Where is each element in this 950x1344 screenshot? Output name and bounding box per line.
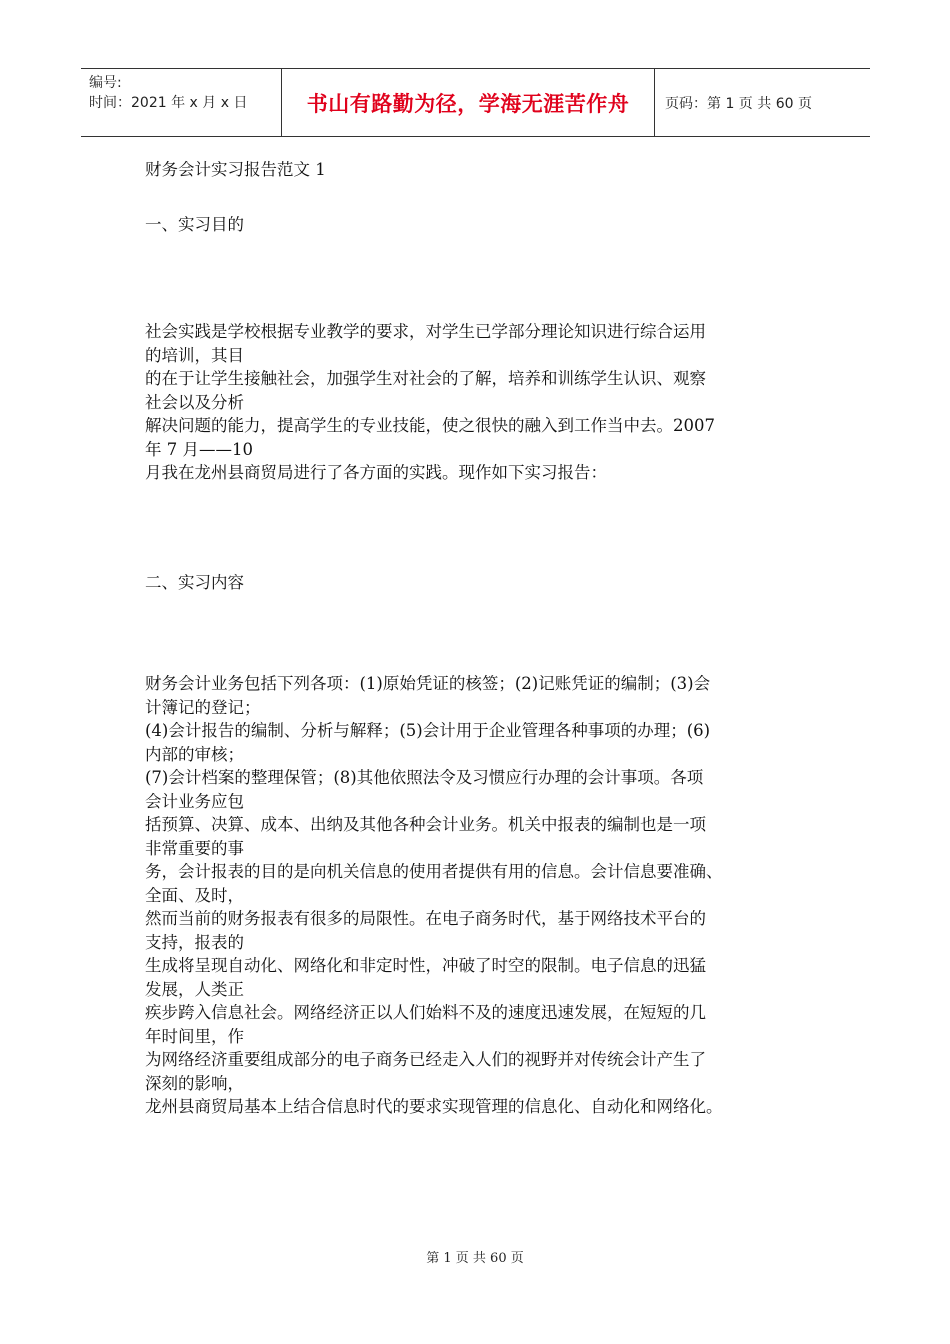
paragraph-line: 社会以及分析 [145,392,244,412]
paragraph-line: 支持，报表的 [145,932,244,952]
header-meta [81,69,281,136]
paragraph-line: 内部的审核； [145,744,244,764]
section-heading: 一、实习目的 [145,214,244,234]
document-body [145,158,825,1119]
section2-paragraph [145,672,825,1119]
page-footer: 第 1 页 共 60 页 [426,1251,524,1266]
paragraph-line: 财务会计业务包括下列各项：(1)原始凭证的核签；(2)记账凭证的编制；(3)会 [145,674,711,693]
paragraph-line: 非常重要的事 [145,838,244,858]
paragraph-line: (7)会计档案的整理保管；(8)其他依照法令及习惯应行办理的会计事项。各项 [145,768,704,787]
paragraph-line: 为网络经济重要组成部分的电子商务已经走入人们的视野并对传统会计产生了 [145,1050,706,1069]
paragraph-line: 年时间里，作 [145,1026,244,1046]
paragraph-line: 计簿记的登记； [145,697,261,717]
paragraph-line: 发展，人类正 [145,979,244,999]
document-date-label: 时间：2021 年 x 月 x 日 [89,95,248,111]
paragraph-line: 月我在龙州县商贸局进行了各方面的实践。现作如下实习报告： [145,463,607,482]
section1-paragraph [145,320,825,485]
paragraph-line: 括预算、决算、成本、出纳及其他各种会计业务。机关中报表的编制也是一项 [145,815,706,834]
section-heading: 二、实习内容 [145,572,244,592]
paragraph-line: 全面、及时， [145,885,244,905]
paragraph-line: 会计业务应包 [145,791,244,811]
document-title: 财务会计实习报告范文 1 [145,160,326,179]
paragraph-line: 的在于让学生接触社会，加强学生对社会的了解，培养和训练学生认识、观察 [145,369,706,388]
paragraph-line: 务，会计报表的目的是向机关信息的使用者提供有用的信息。会计信息要准确、 [145,862,723,881]
header-page-info: 页码：第 1 页 共 60 页 [665,95,812,112]
paragraph-line: 解决问题的能力，提高学生的专业技能，使之很快的融入到工作当中去。2007 [145,416,715,435]
paragraph-line: 疾步跨入信息社会。网络经济正以人们始料不及的速度迅速发展，在短短的几 [145,1003,706,1022]
document-number-label: 编号: [89,75,122,91]
paragraph-line: 年 7 月——10 [145,439,253,459]
paragraph-line: 深刻的影响， [145,1073,244,1093]
paragraph-line: 龙州县商贸局基本上结合信息时代的要求实现管理的信息化、自动化和网络化。 [145,1097,723,1116]
paragraph-line: (4)会计报告的编制、分析与解释；(5)会计用于企业管理各种事项的办理；(6) [145,721,711,740]
paragraph-line: 的培训，其目 [145,345,244,365]
paragraph-line: 然而当前的财务报表有很多的局限性。在电子商务时代，基于网络技术平台的 [145,909,706,928]
paragraph-line: 社会实践是学校根据专业教学的要求，对学生已学部分理论知识进行综合运用 [145,322,706,341]
header-motto: 书山有路勤为径，学海无涯苦作舟 [281,69,655,136]
paragraph-line: 生成将呈现自动化、网络化和非定时性，冲破了时空的限制。电子信息的迅猛 [145,956,706,975]
page-header [81,68,870,137]
